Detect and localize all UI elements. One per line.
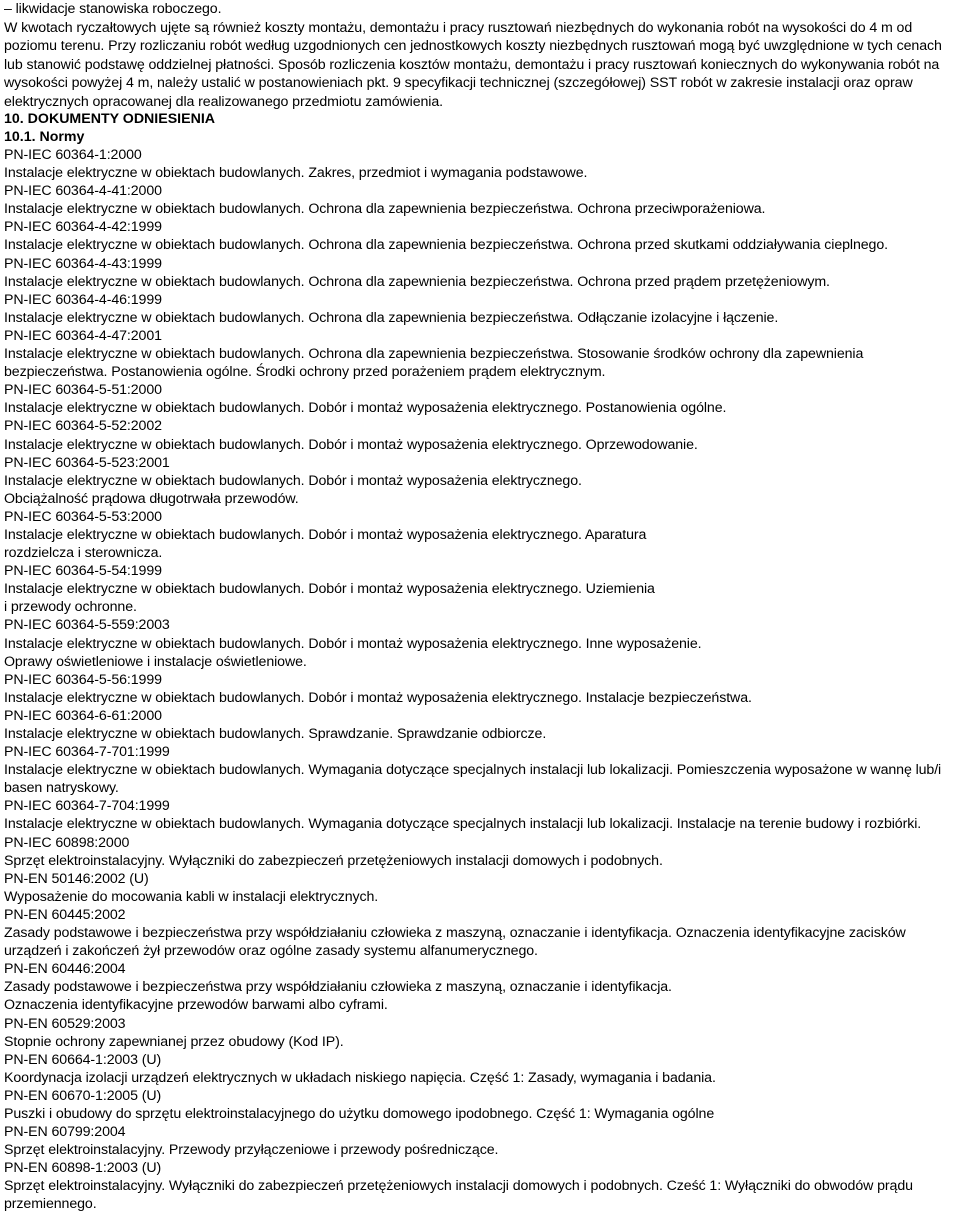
standard-title: Instalacje elektryczne w obiektach budowlanych. Dobór i montaż wyposażenia elektrycznego. Postanowienia ogólne. xyxy=(4,400,727,417)
standard-code: PN-IEC 60364-7-704:1999 xyxy=(4,798,170,815)
standard-code: PN-IEC 60364-4-41:2000 xyxy=(4,183,162,200)
standard-title: Sprzęt elektroinstalacyjny. Wyłączniki do zabezpieczeń przetężeniowych instalacji domowych i podobnych. xyxy=(4,852,663,869)
standard-code: PN-IEC 60364-5-523:2001 xyxy=(4,454,170,471)
standard-entry xyxy=(4,182,954,218)
standard-code: PN-EN 60664-1:2003 (U) xyxy=(4,1051,162,1068)
standard-entry xyxy=(4,1051,954,1087)
standard-entry xyxy=(4,1015,954,1051)
standard-entry xyxy=(4,508,954,562)
standard-entry xyxy=(4,218,954,254)
standard-title: Puszki i obudowy do sprzętu elektroinstalacyjnego do użytku domowego ipodobnego. Część 1: Wymagania ogólne xyxy=(4,1105,715,1122)
standard-entry xyxy=(4,707,954,743)
standard-entry xyxy=(4,381,954,417)
standard-title: Instalacje elektryczne w obiektach budowlanych. Dobór i montaż wyposażenia elektrycznego. Aparatura rozdzielcza i sterownicza. xyxy=(4,526,647,562)
standard-entry xyxy=(4,960,954,1014)
standard-title: Instalacje elektryczne w obiektach budowlanych. Dobór i montaż wyposażenia elektrycznego. Inne wyposażenie. Oprawy oświetleniowe i instalacje oświetleniowe. xyxy=(4,635,702,670)
standard-entry xyxy=(4,1159,954,1213)
standard-entry xyxy=(4,146,954,182)
standard-entry xyxy=(4,1123,954,1159)
standard-entry xyxy=(4,1087,954,1123)
section-heading: 10. DOKUMENTY ODNIESIENIA xyxy=(4,111,216,127)
standard-code: PN-IEC 60364-5-52:2002 xyxy=(4,418,162,435)
standard-entry xyxy=(4,327,954,381)
standard-entry xyxy=(4,454,954,508)
standard-entry xyxy=(4,906,954,960)
standard-code: PN-EN 60799:2004 xyxy=(4,1124,126,1141)
standard-title: Instalacje elektryczne w obiektach budowlanych. Ochrona dla zapewnienia bezpieczeństwa. Ochrona przed prądem przetężeniowym. xyxy=(4,273,830,290)
standards-list xyxy=(4,146,954,1214)
standard-code: PN-IEC 60364-7-701:1999 xyxy=(4,744,170,761)
standard-code: PN-IEC 60364-6-61:2000 xyxy=(4,707,162,724)
standard-title: Wyposażenie do mocowania kabli w instalacji elektrycznych. xyxy=(4,888,379,905)
intro-paragraph: W kwotach ryczałtowych ujęte są również koszty montażu, demontażu i pracy rusztowań niezbędnych do wykonania robót na wysokości do 4 m od poziomu terenu. Przy rozliczaniu robót według uzgodnionych cen jednostkowych koszty niezbędnych rusztowań mogą być uwzględnione w tych cenach lub stanowić podstawę oddzielnej płatności. Sposób rozliczenia kosztów montażu, demontażu i pracy rusztowań koniecznych do wykonywania robót na wysokości powyżej 4 m, należy ustalić w postanowieniach pkt. 9 specyfikacji technicznej (szczegółowej) SST robót w zakresie instalacji oraz opraw elektrycznych opracowanej dla realizowanego przedmiotu zamówienia. xyxy=(4,19,942,110)
standard-title: Instalacje elektryczne w obiektach budowlanych. Sprawdzanie. Sprawdzanie odbiorcze. xyxy=(4,726,547,742)
standard-title: Instalacje elektryczne w obiektach budowlanych. Ochrona dla zapewnienia bezpieczeństwa. Odłączanie izolacyjne i łączenie. xyxy=(4,309,779,326)
standard-code: PN-IEC 60364-5-53:2000 xyxy=(4,508,162,525)
standard-code: PN-IEC 60364-5-51:2000 xyxy=(4,382,162,399)
standard-title: Zasady podstawowe i bezpieczeństwa przy współdziałaniu człowieka z maszyną, oznaczanie i identyfikacja. Oznaczenia identyfikacyjne zacisków urządzeń i zakończeń żył przewodów oraz ogólne zasady systemu alfanumerycznego. xyxy=(4,925,906,960)
standard-entry xyxy=(4,562,954,616)
standard-entry xyxy=(4,255,954,291)
standard-title: Instalacje elektryczne w obiektach budowlanych. Ochrona dla zapewnienia bezpieczeństwa. Ochrona przeciwporażeniowa. xyxy=(4,201,766,218)
standard-entry xyxy=(4,834,954,870)
standard-code: PN-IEC 60364-4-46:1999 xyxy=(4,291,162,308)
standard-title: Instalacje elektryczne w obiektach budowlanych. Dobór i montaż wyposażenia elektrycznego. Instalacje bezpieczeństwa. xyxy=(4,689,752,706)
standard-title: Instalacje elektryczne w obiektach budowlanych. Dobór i montaż wyposażenia elektrycznego. Obciążalność prądowa długotrwała przewodów. xyxy=(4,472,582,507)
standard-entry xyxy=(4,870,954,906)
standard-code: PN-IEC 60364-4-47:2001 xyxy=(4,327,162,344)
standard-title: Koordynacja izolacji urządzeń elektrycznych w układach niskiego napięcia. Część 1: Zasady, wymagania i badania. xyxy=(4,1069,716,1086)
standard-entry xyxy=(4,616,954,670)
intro-line: – likwidacje stanowiska roboczego. xyxy=(4,1,222,17)
standard-code: PN-IEC 60898:2000 xyxy=(4,834,130,851)
subsection-heading: 10.1. Normy xyxy=(4,128,85,145)
standard-entry xyxy=(4,671,954,707)
intro-section xyxy=(4,0,954,111)
standard-code: PN-EN 60445:2002 xyxy=(4,906,126,923)
standard-code: PN-IEC 60364-5-559:2003 xyxy=(4,617,170,634)
standard-code: PN-IEC 60364-5-54:1999 xyxy=(4,563,162,580)
standard-code: PN-EN 60529:2003 xyxy=(4,1015,126,1032)
standard-code: PN-EN 60670-1:2005 (U) xyxy=(4,1087,162,1104)
standard-title: Instalacje elektryczne w obiektach budowlanych. Zakres, przedmiot i wymagania podstawowe. xyxy=(4,165,588,182)
standard-title: Instalacje elektryczne w obiektach budowlanych. Wymagania dotyczące specjalnych instalacji lub lokalizacji. Pomieszczenia wyposażone w wannę lub/i basen natryskowy. xyxy=(4,762,942,797)
standard-title: Instalacje elektryczne w obiektach budowlanych. Ochrona dla zapewnienia bezpieczeństwa. Ochrona przed skutkami oddziaływania cieplnego. xyxy=(4,237,888,254)
standard-title: Instalacje elektryczne w obiektach budowlanych. Dobór i montaż wyposażenia elektrycznego. Uziemienia i przewody ochronne. xyxy=(4,581,655,616)
standard-title: Instalacje elektryczne w obiektach budowlanych. Wymagania dotyczące specjalnych instalacji lub lokalizacji. Instalacje na terenie budowy i rozbiórki. xyxy=(4,816,922,833)
standard-code: PN-IEC 60364-4-42:1999 xyxy=(4,219,162,236)
standard-code: PN-EN 60898-1:2003 (U) xyxy=(4,1160,162,1177)
standard-title: Instalacje elektryczne w obiektach budowlanych. Dobór i montaż wyposażenia elektrycznego. Oprzewodowanie. xyxy=(4,436,698,453)
standard-code: PN-EN 50146:2002 (U) xyxy=(4,870,149,887)
standard-entry xyxy=(4,743,954,797)
standard-code: PN-IEC 60364-4-43:1999 xyxy=(4,255,162,272)
standard-title: Instalacje elektryczne w obiektach budowlanych. Ochrona dla zapewnienia bezpieczeństwa. Stosowanie środków ochrony dla zapewnienia bezpieczeństwa. Postanowienia ogólne. Środki ochrony przed porażeniem prądem elektrycznym. xyxy=(4,346,864,381)
standard-code: PN-EN 60446:2004 xyxy=(4,961,126,978)
standard-title: Zasady podstawowe i bezpieczeństwa przy współdziałaniu człowieka z maszyną, oznaczanie i identyfikacja. Oznaczenia identyfikacyjne przewodów barwami albo cyframi. xyxy=(4,979,672,1014)
standard-entry xyxy=(4,291,954,327)
standard-code: PN-IEC 60364-5-56:1999 xyxy=(4,671,162,688)
standard-title: Sprzęt elektroinstalacyjny. Przewody przyłączeniowe i przewody pośredniczące. xyxy=(4,1142,499,1159)
standard-code: PN-IEC 60364-1:2000 xyxy=(4,147,142,163)
standard-entry xyxy=(4,417,954,453)
standard-entry xyxy=(4,797,954,833)
standard-title: Sprzęt elektroinstalacyjny. Wyłączniki do zabezpieczeń przetężeniowych instalacji domowych i podobnych. Cześć 1: Wyłączniki do obwodów prądu przemiennego. xyxy=(4,1178,913,1213)
standard-title: Stopnie ochrony zapewnianej przez obudowy (Kod IP). xyxy=(4,1033,344,1050)
